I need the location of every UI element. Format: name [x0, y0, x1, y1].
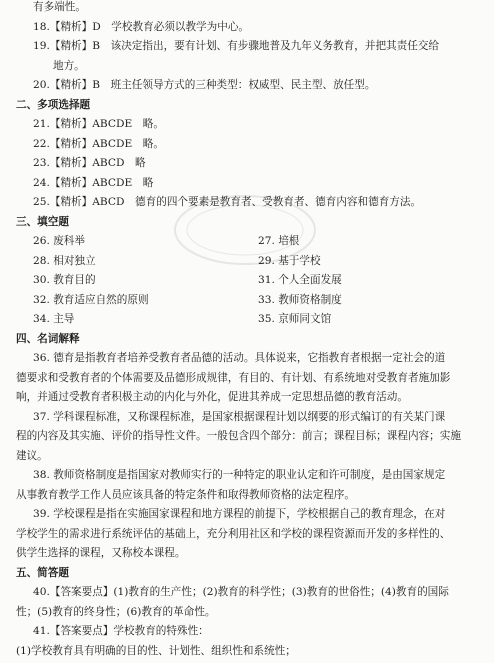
text-line: 20.【精析】B 班主任领导方式的三种类型：权威型、民主型、放任型。: [33, 79, 376, 91]
text-line: 27. 培根: [258, 235, 300, 247]
text-line: 25.【精析】ABCD 德育的四个要素是教育者、受教育者、德育内容和德育方法。: [33, 196, 422, 208]
text-line: 32. 教育适应自然的原则: [33, 293, 149, 306]
section-heading: 四、名词解释: [16, 332, 80, 345]
text-line: 地方。: [53, 59, 85, 72]
text-line: 24.【精析】ABCDE 略: [33, 176, 154, 189]
text-line: 建议。: [16, 449, 48, 462]
text-line: 40.【答案要点】(1)教育的生产性；(2)教育的科学性；(3)教育的世俗性；(4)教育的国际: [33, 586, 449, 598]
text-line: 22.【精析】ABCDE 略。: [33, 137, 164, 150]
text-line: 18.【精析】D 学校教育必须以教学为中心。: [33, 20, 250, 33]
text-line: 30. 教育目的: [33, 274, 96, 286]
text-line: 37. 学科课程标准，又称课程标准，是国家根据课程计划以纲要的形式编订的有关某门课: [33, 410, 446, 423]
text-line: 从事教育教学工作人员应该具备的特定条件和取得教师资格的法定程序。: [16, 488, 355, 501]
text-line: 33. 教师资格制度: [258, 293, 342, 306]
text-line: 19.【精析】B 该决定指出，要有计划、有步骤地普及九年义务教育，并把其责任交给: [33, 40, 440, 52]
text-line: 21.【精析】ABCDE 略。: [33, 118, 164, 130]
text-line: 性；(5)教育的终身性；(6)教育的革命性。: [16, 605, 216, 618]
text-line: 41.【答案要点】学校教育的特殊性：: [33, 625, 209, 637]
text-line: 28. 相对独立: [33, 254, 96, 267]
text-line: 35. 京师同文馆: [258, 313, 332, 325]
text-line: 响，并通过受教育者积极主动的内化与外化，促进其养成一定思想品德的教育活动。: [16, 391, 408, 403]
text-line: 有多端性。: [33, 1, 86, 13]
text-line: 34. 主导: [33, 313, 75, 325]
text-line: 26. 废科举: [33, 235, 85, 247]
section-heading: 三、填空题: [16, 215, 69, 228]
text-line: (1)学校教育具有明确的目的性、计划性、组织性和系统性；: [16, 644, 296, 657]
section-heading: 二、多项选择题: [16, 98, 91, 111]
text-line: 39. 学校课程是指在实施国家课程和地方课程的前提下，学校根据自己的教育理念，在对: [33, 508, 446, 520]
text-line: 供学生选择的课程，又称校本课程。: [16, 547, 186, 559]
text-line: 38. 教师资格制度是指国家对教师实行的一种特定的职业认定和许可制度，是由国家规定: [33, 469, 446, 481]
text-line: 程的内容及其实施、评价的指导性文件。一般包含四个部分：前言；课程目标；课程内容；实施: [16, 430, 461, 442]
text-line: 31. 个人全面发展: [258, 274, 342, 286]
text-line: 29. 基于学校: [258, 254, 321, 267]
text-line: 德要求和受教育者的个体需要及品德形成规律，有目的、有计划、有系统地对受教育者施加影: [16, 371, 451, 384]
text-line: 23.【精析】ABCD 略: [33, 157, 146, 169]
text-line: 36. 德育是指教育者培养受教育者品德的活动。具体说来，它指教育者根据一定社会的道: [33, 352, 446, 364]
text-line: 学校学生的需求进行系统评估的基础上，充分利用社区和学校的课程资源而开发的多样性的、: [16, 527, 451, 540]
section-heading: 五、简答题: [16, 566, 69, 579]
